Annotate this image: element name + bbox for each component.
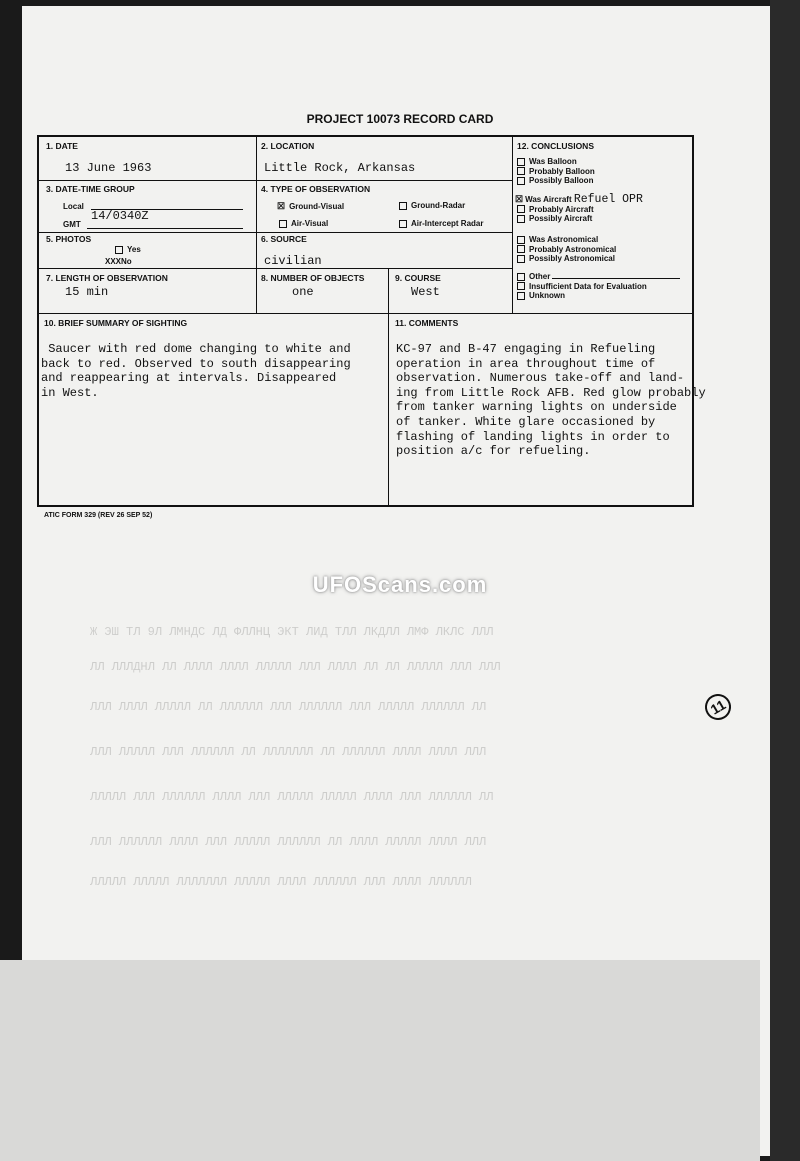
- gmt-value: 14/0340Z: [91, 209, 149, 223]
- bleed-through-text: ЛЛЛЛЛ ЛЛЛ ЛЛЛЛЛЛ ЛЛЛЛ ЛЛЛ ЛЛЛЛЛ ЛЛЛЛЛ ЛЛЛЛ ЛЛЛ ЛЛЛЛЛЛ ЛЛ: [90, 790, 494, 804]
- option-air-visual: Air-Visual: [279, 219, 328, 228]
- checkbox-icon: [517, 255, 525, 263]
- checkbox-icon: [115, 246, 123, 254]
- comments-text: KC-97 and B-47 engaging in Refueling operation in area throughout time of observation. Numerous take-off and land- ing from Little Rock AFB. Red glow probably from tanker warning lights on underside of tanker. White glare occasioned by flashing of landing lights in order to position a/c for refueling.: [396, 342, 706, 459]
- photos-label: 5. PHOTOS: [46, 234, 92, 244]
- photos-yes: Yes: [115, 245, 141, 254]
- conclusions-astronomical-group: Was Astronomical Probably Astronomical Possibly Astronomical: [517, 235, 616, 264]
- summary-text: Saucer with red dome changing to white and back to red. Observed to south disappearing and reappearing at intervals. Disappeared in West.: [41, 342, 351, 400]
- checkbox-icon: [399, 220, 407, 228]
- course-label: 9. COURSE: [395, 273, 441, 283]
- watermark: UFOScans.com: [312, 572, 488, 597]
- checkbox-icon: [279, 220, 287, 228]
- sheet-shadow: [0, 960, 760, 1161]
- gmt-label: GMT: [63, 220, 81, 229]
- date-value: 13 June 1963: [65, 161, 152, 175]
- checkbox-icon: [399, 202, 407, 210]
- dtg-label: 3. DATE-TIME GROUP: [46, 184, 135, 194]
- checked-box-icon: ☒: [515, 194, 524, 204]
- divider: [256, 137, 257, 313]
- divider: [39, 232, 512, 233]
- divider: [388, 268, 389, 507]
- divider: [39, 313, 694, 314]
- photos-no: XXXNo: [105, 257, 132, 266]
- aircraft-note: Refuel OPR: [573, 193, 643, 206]
- conclusions-other-group: Other Insufficient Data for Evaluation Unknown: [517, 272, 680, 301]
- bleed-through-text: ЛЛ ЛЛЛДНЛ ЛЛ ЛЛЛЛ ЛЛЛЛ ЛЛЛЛЛ ЛЛЛ ЛЛЛЛ ЛЛ ЛЛ ЛЛЛЛЛ ЛЛЛ ЛЛЛ: [90, 660, 501, 674]
- checkbox-icon: [517, 177, 525, 185]
- checkbox-icon: [517, 292, 525, 300]
- location-label: 2. LOCATION: [261, 141, 315, 151]
- objects-label: 8. NUMBER OF OBJECTS: [261, 273, 365, 283]
- checked-box-icon: ☒: [277, 201, 286, 211]
- observation-type-label: 4. TYPE OF OBSERVATION: [261, 184, 371, 194]
- bleed-through-text: ЛЛЛ ЛЛЛЛЛЛ ЛЛЛЛ ЛЛЛ ЛЛЛЛЛ ЛЛЛЛЛЛ ЛЛ ЛЛЛЛ ЛЛЛЛЛ ЛЛЛЛ ЛЛЛ: [90, 835, 487, 849]
- length-value: 15 min: [65, 285, 109, 299]
- divider: [39, 268, 512, 269]
- date-label: 1. DATE: [46, 141, 78, 151]
- checkbox-icon: [517, 273, 525, 281]
- option-ground-visual: ☒ Ground-Visual: [277, 201, 345, 211]
- option-air-intercept-radar: Air-Intercept Radar: [399, 219, 483, 228]
- local-label: Local: [63, 202, 84, 211]
- divider: [512, 137, 513, 313]
- gmt-line: [87, 228, 243, 229]
- checkbox-icon: [517, 158, 525, 166]
- option-ground-radar: Ground-Radar: [399, 201, 465, 210]
- other-line: [552, 278, 680, 279]
- checkbox-icon: [517, 167, 525, 175]
- checkbox-icon: [517, 282, 525, 290]
- divider: [39, 180, 512, 181]
- checkbox-icon: [517, 215, 525, 223]
- page-stamp: 11: [700, 689, 736, 725]
- objects-value: one: [292, 285, 314, 299]
- length-label: 7. LENGTH OF OBSERVATION: [46, 273, 168, 283]
- bleed-through-text: ЛЛЛЛЛ ЛЛЛЛЛ ЛЛЛЛЛЛЛ ЛЛЛЛЛ ЛЛЛЛ ЛЛЛЛЛЛ ЛЛЛ ЛЛЛЛ ЛЛЛЛЛЛ: [90, 875, 472, 889]
- source-value: civilian: [264, 254, 322, 268]
- conclusions-label: 12. CONCLUSIONS: [517, 141, 594, 151]
- bleed-through-text: Ж ЭШ ТЛ 9Л ЛМНДС ЛД ФЛЛНЦ ЭКТ ЛИД ТЛЛ ЛКДЛЛ ЛМФ ЛКЛС ЛЛЛ: [90, 625, 494, 639]
- comments-label: 11. COMMENTS: [395, 318, 459, 328]
- summary-label: 10. BRIEF SUMMARY OF SIGHTING: [44, 318, 188, 328]
- location-value: Little Rock, Arkansas: [264, 161, 416, 175]
- card-title: PROJECT 10073 RECORD CARD: [306, 112, 494, 126]
- conclusions-aircraft-group: ☒ Was Aircraft Refuel OPR Probably Aircraft Possibly Aircraft: [515, 193, 643, 223]
- checkbox-icon: [517, 236, 525, 244]
- record-card: [37, 135, 706, 507]
- form-number: ATIC FORM 329 (REV 26 SEP 52): [44, 512, 153, 519]
- bleed-through-text: ЛЛЛ ЛЛЛЛЛ ЛЛЛ ЛЛЛЛЛЛ ЛЛ ЛЛЛЛЛЛЛ ЛЛ ЛЛЛЛЛЛ ЛЛЛЛ ЛЛЛЛ ЛЛЛ: [90, 745, 487, 759]
- course-value: West: [411, 285, 440, 299]
- bleed-through-text: ЛЛЛ ЛЛЛЛ ЛЛЛЛЛ ЛЛ ЛЛЛЛЛЛ ЛЛЛ ЛЛЛЛЛЛ ЛЛЛ ЛЛЛЛЛ ЛЛЛЛЛЛ ЛЛ: [90, 700, 487, 714]
- source-label: 6. SOURCE: [261, 234, 307, 244]
- checkbox-icon: [517, 245, 525, 253]
- conclusions-balloon-group: Was Balloon Probably Balloon Possibly Balloon: [517, 157, 595, 186]
- checkbox-icon: [517, 205, 525, 213]
